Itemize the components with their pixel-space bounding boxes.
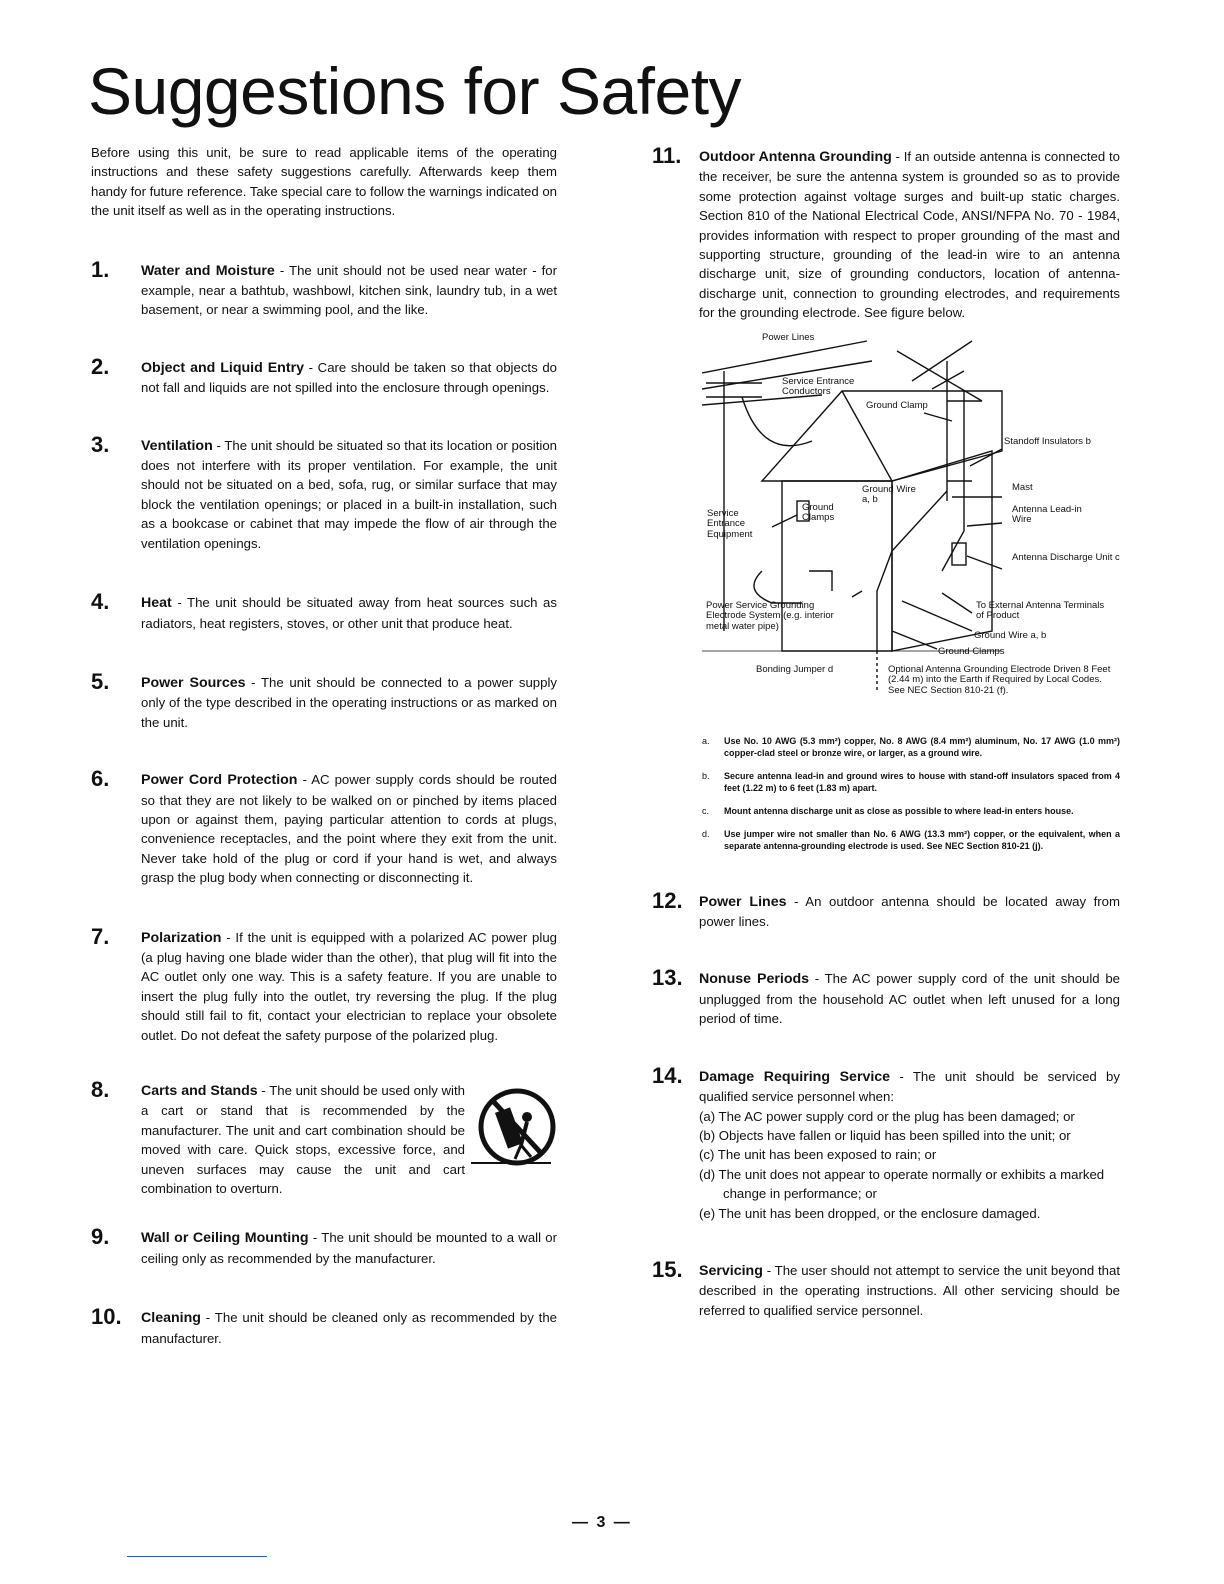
- item-body: - If an outside antenna is connected to the receiver, be sure the antenna system is grounded so as to provide some protection against voltage surges and built-up static charges. Section 810 of the National Electrical Code, ANSI/NFPA No. 70 - 1984, provides information with respect to proper grounding of the mast and supporting structure, grounding of the lead-in wire to an antenna discharge unit, size of grounding conductors, location of antenna-discharge unit, connection to grounding electrodes, and requirements for the grounding electrode. See figure below.: [699, 149, 1120, 321]
- label-bonding-jumper: Bonding Jumper d: [756, 663, 834, 675]
- item-body: - The unit should be situated so that its location or position does not interfere with its proper ventilation. For example, the unit should not be situated on a bed, sofa, rug, or similar surface that may block the ventilation openings; or placed in a built-in installation, such as a bookcase or cabinet that may impede the flow of air through the ventilation openings.: [141, 437, 557, 551]
- label-service-entrance-equipment: Service Entrance Equipment: [707, 507, 753, 540]
- note-letter: d.: [702, 828, 710, 839]
- item-body: - The unit should be mounted to a wall or ceiling only as recommended by the manufacturer.: [141, 1230, 558, 1266]
- label-ground-wire-bottom: Ground Wire a, b: [974, 629, 1047, 641]
- item-heading: Nonuse Periods: [699, 971, 810, 988]
- list-item: (a) The AC power supply cord or the plug has been damaged; or: [699, 1108, 1075, 1124]
- item-body: - The AC power supply cord of the unit should be unplugged from the household AC outlet when left unused for a long period of time.: [699, 971, 1120, 1027]
- item-number: 8.: [91, 1077, 110, 1102]
- diagram-note: [702, 735, 1120, 759]
- item-number: 6.: [91, 766, 110, 792]
- item-number: 4.: [91, 589, 110, 615]
- item-number: 15.: [652, 1256, 683, 1282]
- cart-tipover-warning-icon: [471, 1087, 557, 1167]
- label-antenna-discharge-unit: Antenna Discharge Unit c: [1012, 551, 1120, 563]
- list-item: (d) The unit does not appear to operate normally or exhibits a marked change in performance; or: [699, 1166, 1105, 1202]
- label-ground-clamp: Ground Clamp: [866, 399, 928, 411]
- item-number: 5.: [91, 668, 110, 694]
- item-body: - The unit should not be used near water - for example, near a bathtub, washbowl, kitchen sink, laundry tub, in a wet basement, or near a swimming pool, and the like.: [141, 262, 557, 318]
- item-heading: Damage Requiring Service: [699, 1068, 891, 1085]
- diagram-note: [702, 805, 1120, 817]
- item-number: 9.: [91, 1224, 110, 1250]
- safety-item: [91, 668, 557, 732]
- safety-item: [652, 887, 1120, 932]
- label-ground-clamps-bottom: Ground Clamps: [938, 645, 1005, 657]
- item-heading: Carts and Stands: [141, 1083, 258, 1099]
- safety-item: [91, 1304, 557, 1348]
- label-to-external-antenna: To External Antenna Terminals of Product: [976, 599, 1105, 622]
- intro-paragraph: Before using this unit, be sure to read applicable items of the operating instructions and these safety suggestions carefully. Afterwards keep them handy for future reference. Take special care to follow the warnings indicated on the unit itself as well as in the operating instructions.: [91, 145, 557, 219]
- footer-rule: [127, 1556, 267, 1557]
- note-text: Secure antenna lead-in and ground wires to house with stand-off insulators spaced from 4 feet (1.22 m) to 6 feet (1.83 m) apart.: [724, 770, 1120, 793]
- label-mast: Mast: [1012, 481, 1033, 493]
- item-body: - Care should be taken so that objects do not fall and liquids are not spilled into the enclosure through openings.: [141, 359, 557, 396]
- damage-conditions-list: [699, 1107, 1120, 1223]
- note-text: Mount antenna discharge unit as close as possible to where lead-in enters house.: [724, 805, 1074, 816]
- item-heading: Power Cord Protection: [141, 772, 298, 789]
- item-number: 3.: [91, 431, 110, 457]
- item-number: 1.: [91, 256, 110, 282]
- item-heading: Power Lines: [699, 893, 787, 910]
- safety-item: [652, 965, 1120, 1028]
- item-body: - The unit should be situated away from heat sources such as radiators, heat registers, stoves, or other unit that produce heat.: [141, 595, 557, 631]
- item-heading: Power Sources: [141, 674, 246, 691]
- label-ground-wire-top: Ground Wire a, b: [862, 483, 916, 506]
- note-text: Use jumper wire not smaller than No. 6 AWG (13.3 mm²) copper, or the equivalent, when a separate antenna-grounding electrode is used. See NEC Section 810-21 (j).: [724, 828, 1120, 851]
- safety-item: [91, 589, 557, 633]
- label-power-service-grounding: Power Service Grounding Electrode System (e.g. interior metal water pipe): [706, 599, 834, 632]
- item-heading: Cleaning: [141, 1310, 201, 1327]
- item-number: 7.: [91, 923, 110, 949]
- safety-item: [652, 143, 1120, 323]
- item-body: - The unit should be used only with a cart or stand that is recommended by the manufacturer. The unit and cart combination should be moved with care. Quick stops, excessive force, and uneven surfaces may cause the unit and cart combination to overturn.: [141, 1083, 465, 1197]
- item-body: - The unit should be connected to a power supply only of the type described in the operating instructions or as marked on the unit.: [141, 674, 557, 730]
- left-column: [91, 143, 557, 1348]
- label-optional-electrode: Optional Antenna Grounding Electrode Driven 8 Feet (2.44 m) into the Earth if Required by Local Codes. See NEC Section 810-21 (f).: [888, 663, 1111, 696]
- safety-item: [91, 256, 557, 320]
- label-service-entrance-conductors: Service Entrance Conductors: [782, 375, 855, 398]
- safety-item: [91, 1224, 558, 1268]
- item-heading: Heat: [141, 595, 172, 612]
- right-column: [652, 143, 1120, 1320]
- item-heading: Wall or Ceiling Mounting: [141, 1230, 309, 1247]
- safety-item: [91, 431, 557, 553]
- item-number: 2.: [91, 353, 110, 379]
- list-item: (b) Objects have fallen or liquid has been spilled into the unit; or: [699, 1127, 1071, 1143]
- diagram-note: [702, 770, 1120, 794]
- item-body: - AC power supply cords should be routed so that they are not likely to be walked on or pinched by items placed upon or against them, paying particular attention to cords at plugs, convenience receptacles, and the point where they exit from the unit. Never take hold of the plug or cord if your hand is wet, and always grasp the plug body when connecting or disconnecting it.: [141, 772, 557, 886]
- safety-item: [91, 766, 557, 887]
- item-body: - If the unit is equipped with a polarized AC power plug (a plug having one blade wider than the other), that plug will fit into the AC outlet only one way. This is a safety feature. If you are unable to insert the plug fully into the outlet, try reversing the plug. If the plug should still fail to fit, contact your electrician to replace your obsolete outlet. Do not defeat the safety purpose of the polarized plug.: [141, 929, 557, 1043]
- safety-item: [91, 353, 557, 398]
- label-antenna-lead-in-wire: Antenna Lead-in Wire: [1012, 503, 1082, 526]
- item-heading: Water and Moisture: [141, 262, 275, 279]
- label-standoff-insulators: Standoff Insulators b: [1004, 435, 1091, 447]
- safety-item: [91, 923, 557, 1045]
- item-number: 10.: [91, 1304, 122, 1330]
- note-text: Use No. 10 AWG (5.3 mm²) copper, No. 8 AWG (8.4 mm²) aluminum, No. 17 AWG (1.0 mm²) copper-clad steel or bronze wire, or larger, as a ground wire.: [724, 735, 1120, 758]
- diagram-notes: [702, 735, 1120, 852]
- note-letter: b.: [702, 770, 710, 781]
- item-body: - An outdoor antenna should be located away from power lines.: [699, 893, 1120, 930]
- page-number: — 3 —: [572, 1514, 632, 1531]
- item-heading: Polarization: [141, 929, 222, 946]
- note-letter: c.: [702, 805, 710, 816]
- item-number: 14.: [652, 1062, 683, 1088]
- safety-item: [652, 1062, 1120, 1223]
- item-body: - The unit should be serviced by qualified service personnel when:: [699, 1068, 1120, 1105]
- item-heading: Outdoor Antenna Grounding: [699, 149, 892, 165]
- item-number: 13.: [652, 965, 683, 991]
- label-power-lines: Power Lines: [762, 331, 815, 343]
- list-item: (e) The unit has been dropped, or the enclosure damaged.: [699, 1205, 1041, 1221]
- safety-item: [652, 1256, 1120, 1320]
- item-body: - The unit should be cleaned only as recommended by the manufacturer.: [141, 1310, 557, 1346]
- item-heading: Servicing: [699, 1262, 763, 1279]
- diagram-note: [702, 828, 1120, 852]
- antenna-grounding-diagram: [702, 331, 1122, 731]
- safety-item: [91, 1077, 557, 1198]
- item-body: - The user should not attempt to service the unit beyond that described in the operating instructions. All other servicing should be referred to qualified service personnel.: [699, 1262, 1120, 1318]
- note-letter: a.: [702, 735, 710, 746]
- label-ground-clamps-left: Ground Clamps: [802, 501, 835, 524]
- item-heading: Object and Liquid Entry: [141, 359, 304, 376]
- list-item: (c) The unit has been exposed to rain; or: [699, 1147, 937, 1163]
- item-number: 12.: [652, 887, 683, 913]
- item-heading: Ventilation: [141, 437, 213, 454]
- page-title: Suggestions for Safety: [88, 54, 742, 128]
- item-number: 11.: [652, 143, 682, 168]
